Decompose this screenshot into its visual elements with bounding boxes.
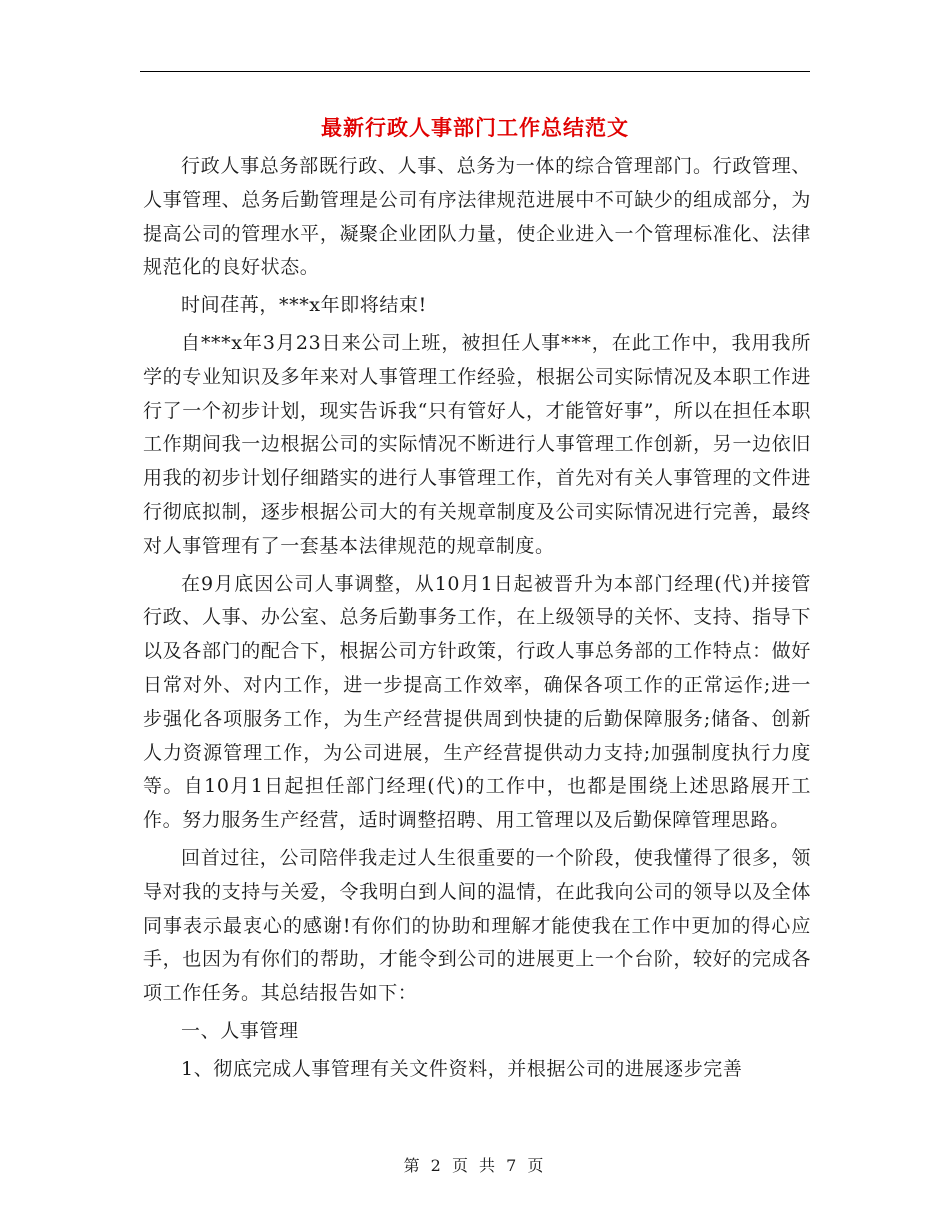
section-heading-personnel: 一、人事管理 xyxy=(181,1019,299,1042)
paragraph-item-1: 1、彻底完成人事管理有关文件资料，并根据公司的进展逐步完善 xyxy=(181,1057,743,1080)
paragraph-promotion: 在9月底因公司人事调整，从10月1日起被晋升为本部门经理(代)并接管行政、人事、办公室、总务后勤事务工作，在上级领导的关怀、支持、指导下以及各部门的配合下，根据公司方针政策，行政人事总务部的工作特点：做好日常对外、对内工作，进一步提高工作效率，确保各项工作的正常运作;进一步强化各项服务工作，为生产经营提供周到快捷的后勤保障服务;储备、创新人力资源管理工作，为公司进展，生产经营提供动力支持;加强制度执行力度等。自10月1日起担任部门经理(代)的工作中，也都是围绕上述思路展开工作。努力服务生产经营，适时调整招聘、用工管理以及后勤保障管理思路。 xyxy=(143,572,811,832)
header-rule xyxy=(140,71,810,72)
document-title: 最新行政人事部门工作总结范文 xyxy=(321,115,629,140)
paragraph-time: 时间荏苒，***x年即将结束! xyxy=(181,294,427,317)
page-number: 第 2 页 共 7 页 xyxy=(403,1156,547,1175)
paragraph-intro: 行政人事总务部既行政、人事、总务为一体的综合管理部门。行政管理、人事管理、总务后勤管理是公司有序法律规范进展中不可缺少的组成部分，为提高公司的管理水平，凝聚企业团队力量，使企业进入一个管理标准化、法律规范化的良好状态。 xyxy=(143,155,811,279)
paragraph-retrospect: 回首过往，公司陪伴我走过人生很重要的一个阶段，使我懂得了很多，领导对我的支持与关爱，令我明白到人间的温情，在此我向公司的领导以及全体同事表示最衷心的感谢!有你们的协助和理解才能使我在工作中更加的得心应手，也因为有你们的帮助，才能令到公司的进展更上一个台阶，较好的完成各项工作任务。其总结报告如下： xyxy=(143,846,811,1005)
document-body xyxy=(143,150,811,1091)
paragraph-start-work: 自***x年3月23日来公司上班，被担任人事***，在此工作中，我用我所学的专业知识及多年来对人事管理工作经验，根据公司实际情况及本职工作进行了一个初步计划，现实告诉我“只有管好人，才能管好事”，所以在担任本职工作期间我一边根据公司的实际情况不断进行人事管理工作创新，另一边依旧用我的初步计划仔细踏实的进行人事管理工作，首先对有关人事管理的文件进行彻底拟制，逐步根据公司大的有关规章制度及公司实际情况进行完善，最终对人事管理有了一套基本法律规范的规章制度。 xyxy=(143,331,811,557)
